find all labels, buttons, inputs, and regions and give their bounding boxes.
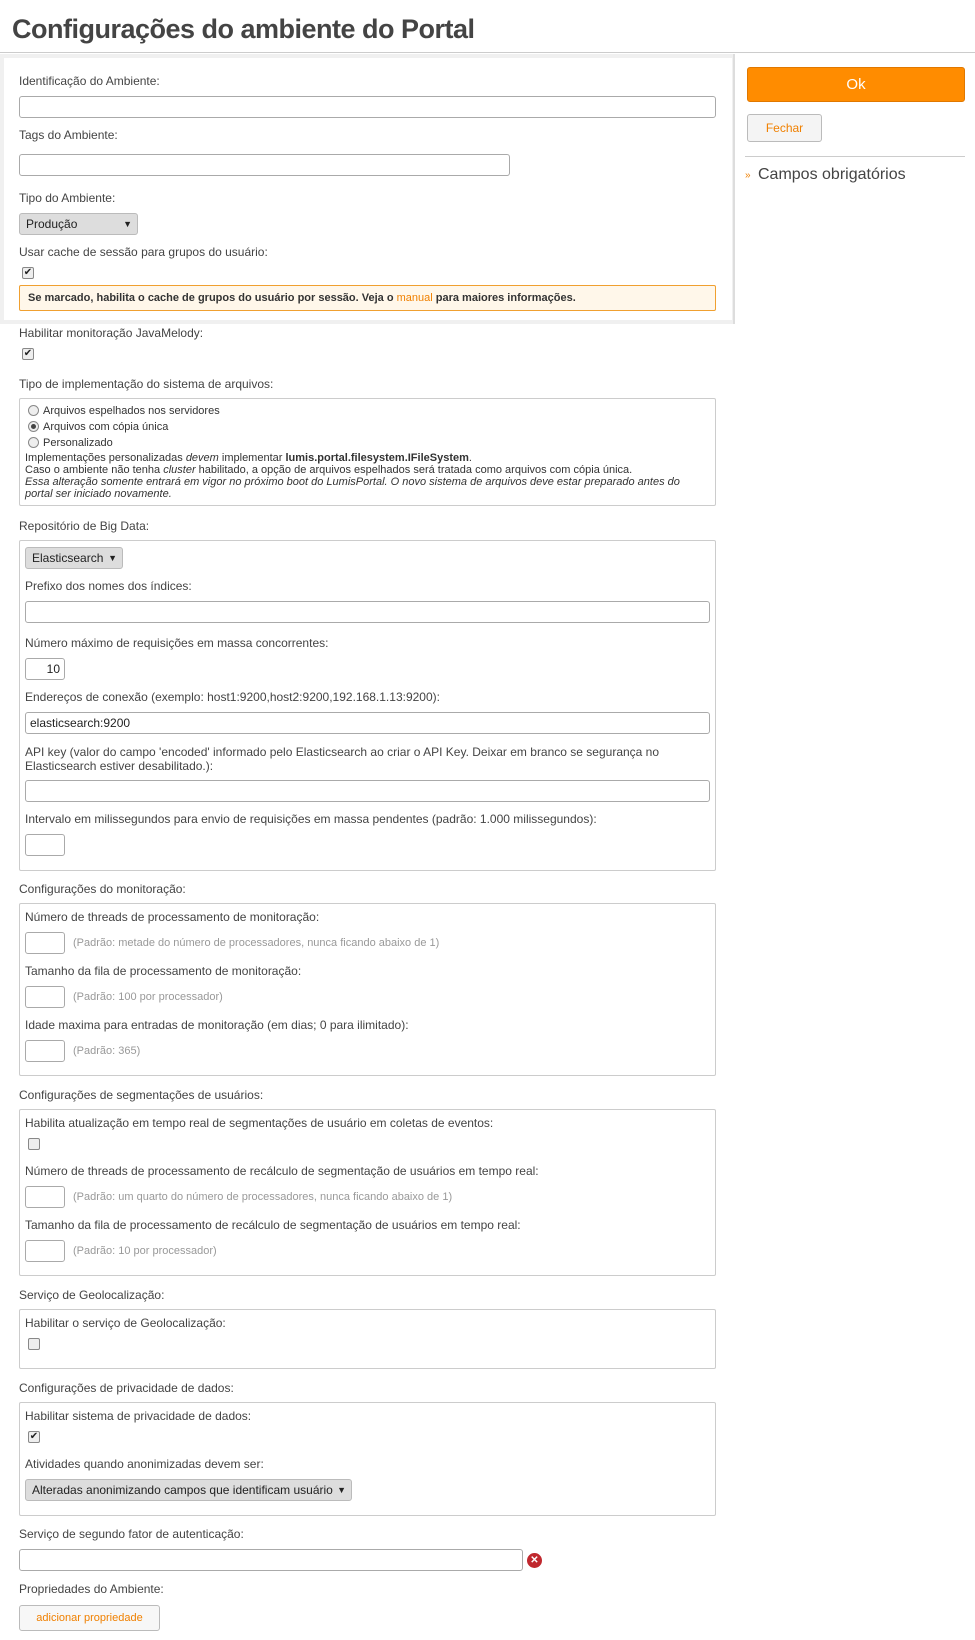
radio-label: Arquivos espelhados nos servidores (43, 405, 220, 417)
filesystem-note-1 (25, 452, 472, 464)
filesystem-option-single-copy[interactable] (28, 421, 168, 433)
segmentation-threads-hint: (Padrão: um quarto do número de processadores, nunca ficando abaixo de 1) (73, 1191, 453, 1203)
radio-button[interactable] (28, 437, 39, 448)
twofactor-label: Serviço de segundo fator de autenticação: (19, 1527, 244, 1541)
javamelody-label: Habilitar monitoração JavaMelody: (19, 326, 204, 340)
caret-down-icon: ▼ (123, 219, 132, 229)
title-divider (0, 52, 975, 53)
note-emphasis: cluster (163, 464, 196, 476)
notice-text-end: para maiores informações. (432, 292, 576, 304)
environment-id-label: Identificação do Ambiente: (19, 74, 160, 88)
monitoring-queue-label: Tamanho da fila de processamento de monitoração: (25, 964, 302, 978)
manual-link[interactable]: manual (396, 292, 433, 304)
radio-button[interactable] (28, 421, 39, 432)
segmentation-threads-input[interactable] (25, 1186, 65, 1208)
ok-button[interactable]: Ok (747, 67, 965, 102)
privacy-anon-label: Atividades quando anonimizadas devem ser: (25, 1457, 264, 1471)
clear-icon[interactable]: ✕ (527, 1553, 542, 1568)
index-prefix-input[interactable] (25, 601, 710, 623)
caret-down-icon: ▼ (108, 553, 117, 563)
filesystem-label: Tipo de implementação do sistema de arquivos: (19, 377, 274, 391)
note-text: habilitado, a opção de arquivos espelhados será tratada como arquivos com cópia única. (195, 464, 633, 476)
note-class-name: lumis.portal.filesystem.IFileSystem (285, 452, 469, 464)
monitoring-threads-input[interactable] (25, 932, 65, 954)
apikey-label-2: Elasticsearch estiver desabilitado.): (25, 759, 214, 773)
note-emphasis: devem (185, 452, 219, 464)
segmentation-threads-label: Número de threads de processamento de recálculo de segmentação de usuários em tempo real: (25, 1164, 539, 1178)
checkmark-icon: ✔ (23, 267, 33, 278)
monitoring-age-hint: (Padrão: 365) (73, 1045, 141, 1057)
filesystem-note-3b: portal ser iniciado novamente. (25, 488, 172, 500)
privacy-anon-value: Alteradas anonimizando campos que identificam usuário (32, 1483, 333, 1497)
geo-label: Serviço de Geolocalização: (19, 1288, 165, 1302)
add-property-button[interactable]: adicionar propriedade (19, 1605, 160, 1631)
close-button[interactable]: Fechar (747, 114, 822, 142)
privacy-enable-checkbox[interactable] (28, 1431, 40, 1443)
environment-type-label: Tipo do Ambiente: (19, 191, 116, 205)
max-bulk-label: Número máximo de requisições em massa concorrentes: (25, 636, 329, 650)
bigdata-repository-value: Elasticsearch (32, 551, 104, 565)
segmentation-label: Configurações de segmentações de usuários: (19, 1088, 264, 1102)
filesystem-option-custom[interactable] (28, 437, 113, 449)
checkmark-icon: ✔ (29, 1431, 39, 1442)
bulk-interval-label: Intervalo em milissegundos para envio de requisições em massa pendentes (padrão: 1.000 milissegundos): (25, 812, 597, 826)
bulk-interval-input[interactable] (25, 834, 65, 856)
monitoring-threads-label: Número de threads de processamento de monitoração: (25, 910, 320, 924)
privacy-enable-label: Habilitar sistema de privacidade de dados: (25, 1409, 252, 1423)
environment-type-select[interactable] (19, 213, 138, 235)
filesystem-option-mirrored[interactable] (28, 405, 220, 417)
note-text: . (468, 452, 472, 464)
segmentation-realtime-label: Habilita atualização em tempo real de segmentações de usuário em coletas de eventos: (25, 1116, 494, 1130)
addresses-input[interactable] (25, 712, 710, 734)
segmentation-queue-hint: (Padrão: 10 por processador) (73, 1245, 217, 1257)
properties-label: Propriedades do Ambiente: (19, 1582, 164, 1596)
monitoring-age-input[interactable] (25, 1040, 65, 1062)
javamelody-checkbox[interactable] (22, 348, 34, 360)
addresses-label: Endereços de conexão (exemplo: host1:9200,host2:9200,192.168.1.13:9200): (25, 690, 440, 704)
bigdata-label: Repositório de Big Data: (19, 519, 150, 533)
session-cache-checkbox[interactable] (22, 267, 34, 279)
radio-button[interactable] (28, 405, 39, 416)
bigdata-repository-select[interactable] (25, 547, 123, 569)
radio-label: Arquivos com cópia única (43, 421, 169, 433)
monitoring-label: Configurações do monitoração: (19, 882, 186, 896)
monitoring-queue-hint: (Padrão: 100 por processador) (73, 991, 223, 1003)
session-cache-label: Usar cache de sessão para grupos do usuário: (19, 245, 268, 259)
apikey-label-1: API key (valor do campo 'encoded' informado pelo Elasticsearch ao criar o API Key. Deixar em branco se segurança no (25, 745, 660, 759)
notice-text: Se marcado, habilita o cache de grupos do usuário por sessão. Veja o (28, 292, 397, 304)
index-prefix-label: Prefixo dos nomes dos índices: (25, 579, 192, 593)
required-bullet-icon: » (745, 170, 751, 181)
note-text: implementar (218, 452, 286, 464)
caret-down-icon: ▼ (337, 1485, 346, 1495)
monitoring-queue-input[interactable] (25, 986, 65, 1008)
geo-enable-label: Habilitar o serviço de Geolocalização: (25, 1316, 226, 1330)
environment-tags-label: Tags do Ambiente: (19, 128, 118, 142)
max-bulk-input[interactable]: 10 (25, 658, 65, 680)
filesystem-note-3a: Essa alteração somente entrará em vigor no próximo boot do LumisPortal. O novo sistema de arquivos deve estar preparado antes do (25, 476, 680, 488)
filesystem-note-2 (25, 464, 632, 476)
privacy-anon-select[interactable] (25, 1479, 352, 1501)
geo-enable-checkbox[interactable] (28, 1338, 40, 1350)
monitoring-age-label: Idade maxima para entradas de monitoração (em dias; 0 para ilimitado): (25, 1018, 409, 1032)
checkmark-icon: ✔ (23, 348, 33, 359)
environment-tags-input[interactable] (19, 154, 510, 176)
note-text: Caso o ambiente não tenha (25, 464, 164, 476)
apikey-input[interactable] (25, 780, 710, 802)
privacy-label: Configurações de privacidade de dados: (19, 1381, 234, 1395)
monitoring-threads-hint: (Padrão: metade do número de processadores, nunca ficando abaixo de 1) (73, 937, 440, 949)
radio-label: Personalizado (43, 437, 113, 449)
environment-type-value: Produção (26, 217, 78, 231)
session-cache-notice (19, 285, 716, 311)
required-fields-label: Campos obrigatórios (758, 166, 906, 183)
segmentation-queue-label: Tamanho da fila de processamento de recálculo de segmentação de usuários em tempo real: (25, 1218, 521, 1232)
sidebar-divider (745, 156, 965, 157)
environment-id-input[interactable] (19, 96, 716, 118)
note-text: Implementações personalizadas (25, 452, 186, 464)
twofactor-input[interactable] (19, 1549, 523, 1571)
segmentation-realtime-checkbox[interactable] (28, 1138, 40, 1150)
segmentation-queue-input[interactable] (25, 1240, 65, 1262)
page-title: Configurações do ambiente do Portal (12, 14, 475, 44)
